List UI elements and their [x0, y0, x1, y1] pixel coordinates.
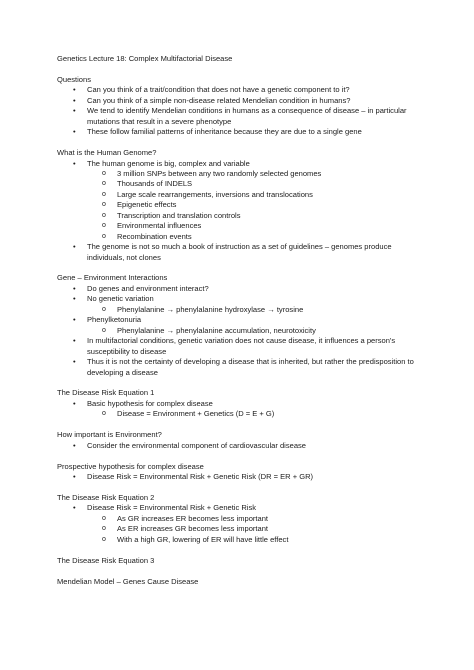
- bullet-marker: •: [73, 503, 76, 513]
- list-item: • No genetic variation: [73, 294, 154, 304]
- list-item: • Can you think of a simple non-disease related Mendelian condition in humans?: [73, 95, 351, 105]
- bullet-marker: •: [73, 440, 76, 450]
- sub-bullet-marker: o: [102, 525, 106, 533]
- sub-list-item: o Phenylalanine → phenylalanine hydroxylase → tyrosine: [102, 304, 304, 314]
- bullet-marker: •: [73, 357, 76, 367]
- list-item: • We tend to identify Mendelian conditions in humans as a consequence of disease – in particular mutations that result in a severe phenotype: [73, 106, 407, 126]
- bullet-marker: •: [73, 315, 76, 325]
- sub-list-item: o Recombination events: [102, 231, 192, 241]
- sub-list-item: o Disease = Environment + Genetics (D = E + G): [102, 409, 275, 419]
- sub-bullet-marker: o: [102, 326, 106, 334]
- sub-list-item: o As ER increases GR becomes less important: [102, 524, 268, 534]
- sub-bullet-marker: o: [102, 211, 106, 219]
- bullet-marker: •: [73, 158, 76, 168]
- sub-bullet-marker: o: [102, 201, 106, 209]
- sub-bullet-marker: o: [102, 222, 106, 230]
- sub-list-item: o Phenylalanine → phenylalanine accumulation, neurotoxicity: [102, 325, 316, 335]
- bullet-marker: •: [73, 283, 76, 293]
- sub-list-item: o With a high GR, lowering of ER will have little effect: [102, 534, 289, 544]
- list-item: • Consider the environmental component of cardiovascular disease: [73, 440, 306, 450]
- bullet-marker: •: [73, 95, 76, 105]
- section-heading-environment-importance: How important is Environment?: [57, 430, 162, 440]
- document-title: Genetics Lecture 18: Complex Multifactorial Disease: [57, 54, 233, 63]
- bullet-marker: •: [73, 242, 76, 252]
- sub-bullet-marker: o: [102, 169, 106, 177]
- list-item: • Disease Risk = Environmental Risk + Genetic Risk (DR = ER + GR): [73, 472, 314, 482]
- section-heading-genome: What is the Human Genome?: [57, 148, 157, 158]
- sub-bullet-marker: o: [102, 535, 106, 543]
- bullet-marker: •: [73, 85, 76, 95]
- list-item: • Can you think of a trait/condition that does not have a genetic component to it?: [73, 85, 350, 95]
- section-heading-risk-equation-2: The Disease Risk Equation 2: [57, 492, 155, 502]
- sub-list-item: o Epigenetic effects: [102, 200, 177, 210]
- sub-list-item: o Environmental influences: [102, 221, 202, 231]
- document-body: [57, 54, 429, 587]
- list-item: • Do genes and environment interact?: [73, 283, 209, 293]
- sub-list-item: o 3 million SNPs between any two randomly selected genomes: [102, 168, 322, 178]
- bullet-marker: •: [73, 472, 76, 482]
- sub-bullet-marker: o: [102, 190, 106, 198]
- sub-bullet-marker: o: [102, 410, 106, 418]
- section-heading-prospective-hypothesis: Prospective hypothesis for complex disease: [57, 461, 204, 471]
- list-item: • Thus it is not the certainty of developing a disease that is inherited, but rather the predisposition to developing a disease: [73, 357, 414, 377]
- sub-bullet-marker: o: [102, 232, 106, 240]
- section-heading-risk-equation-1: The Disease Risk Equation 1: [57, 388, 155, 398]
- list-item: • Phenylketonuria: [73, 315, 142, 325]
- list-item: • Disease Risk = Environmental Risk + Genetic Risk: [73, 503, 257, 513]
- bullet-marker: •: [73, 294, 76, 304]
- sub-list-item: o Large scale rearrangements, inversions and translocations: [102, 189, 313, 199]
- section-heading-gene-environment: Gene – Environment Interactions: [57, 273, 168, 283]
- list-item: • Basic hypothesis for complex disease: [73, 398, 213, 408]
- sub-bullet-marker: o: [102, 305, 106, 313]
- bullet-marker: •: [73, 398, 76, 408]
- bullet-marker: •: [73, 127, 76, 137]
- sub-list-item: o Thousands of INDELS: [102, 179, 193, 189]
- bullet-marker: •: [73, 336, 76, 346]
- list-item: • In multifactorial conditions, genetic variation does not cause disease, it influences a person's susceptibility to disease: [73, 336, 396, 356]
- list-item: • These follow familial patterns of inheritance because they are due to a single gene: [73, 127, 362, 137]
- section-heading-risk-equation-3: The Disease Risk Equation 3: [57, 555, 155, 565]
- sub-bullet-marker: o: [102, 180, 106, 188]
- list-item: • The genome is not so much a book of instruction as a set of guidelines – genomes produce individuals, not clones: [73, 242, 392, 262]
- section-heading-questions: Questions: [57, 74, 91, 84]
- section-heading-mendelian-model: Mendelian Model – Genes Cause Disease: [57, 576, 199, 586]
- sub-list-item: o As GR increases ER becomes less important: [102, 513, 268, 523]
- list-item: • The human genome is big, complex and variable: [73, 158, 250, 168]
- sub-list-item: o Transcription and translation controls: [102, 210, 241, 220]
- sub-bullet-marker: o: [102, 514, 106, 522]
- bullet-marker: •: [73, 106, 76, 116]
